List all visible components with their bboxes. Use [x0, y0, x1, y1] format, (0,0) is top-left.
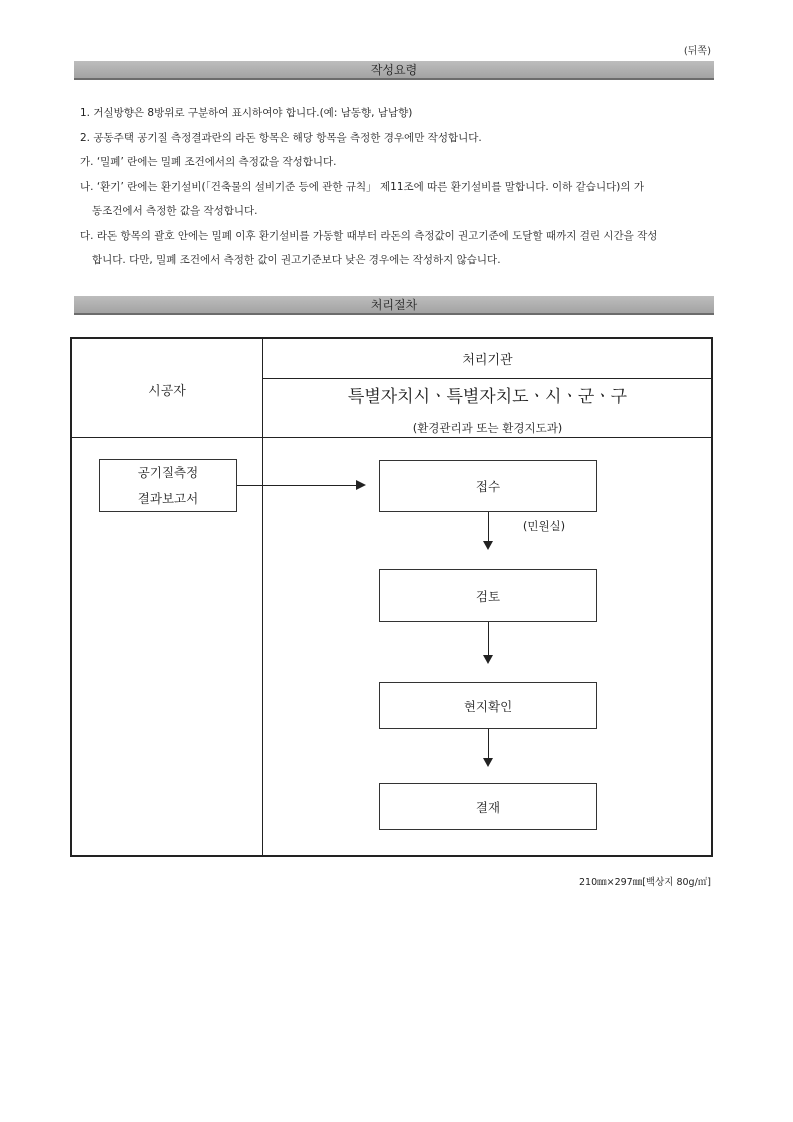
arrow-line-vertical	[488, 512, 489, 542]
instruction-item: 동조건에서 측정한 값을 작성합니다.	[92, 205, 258, 217]
step-box-approval	[379, 783, 597, 830]
instructions-list	[80, 101, 720, 273]
instruction-item: 가. ‘밀폐’ 란에는 밀폐 조건에서의 측정값을 작성합니다.	[80, 156, 337, 168]
section-title-procedure-text: 처리절차	[370, 298, 418, 312]
section-title-instructions	[74, 61, 714, 80]
contractor-header: 시공자	[148, 384, 186, 399]
agency-name: 특별자치시ㆍ특별자치도ㆍ시ㆍ군ㆍ구	[347, 387, 628, 407]
arrow-right-icon	[356, 480, 366, 490]
arrow-line-vertical	[488, 622, 489, 656]
instruction-item: 2. 공동주택 공기질 측정결과란의 라돈 항목은 해당 항목을 측정한 경우에만 작성합니다.	[80, 131, 482, 144]
arrow-line-vertical	[488, 729, 489, 759]
header-inner-divider	[263, 378, 712, 379]
step-label: 접수	[475, 479, 501, 494]
paper-spec-footer: 210㎜×297㎜[백상지 80g/㎡]	[578, 877, 711, 888]
step-box-site-check	[379, 682, 597, 729]
report-box-line1: 공기질측정	[137, 464, 199, 480]
page-side-label: (뒤쪽)	[683, 46, 711, 57]
step-note: (민원실)	[522, 519, 566, 533]
agency-header: 처리기관	[462, 353, 513, 368]
step-box-receipt	[379, 460, 597, 512]
arrow-down-icon	[483, 655, 493, 664]
instruction-item: 다. 라돈 항목의 괄호 안에는 밀폐 이후 환기설비를 가동할 때부터 라돈의 측정값이 권고기준에 도달할 때까지 걸린 시간을 작성	[80, 229, 658, 242]
report-box	[99, 459, 237, 512]
step-box-review	[379, 569, 597, 622]
instruction-item: 1. 거실방향은 8방위로 구분하여 표시하여야 합니다.(예: 남동향, 남남향)	[80, 107, 413, 119]
agency-department: (환경관리과 또는 환경지도과)	[412, 421, 563, 435]
header-bottom-divider	[71, 437, 712, 438]
step-label: 결재	[475, 799, 501, 815]
instruction-item: 나. ‘환기’ 란에는 환기설비(「건축물의 설비기준 등에 관한 규칙」 제11조에 따른 환기설비를 말합니다. 이하 같습니다)의 가	[80, 180, 644, 193]
instruction-item: 합니다. 다만, 밀폐 조건에서 측정한 값이 권고기준보다 낮은 경우에는 작성하지 않습니다.	[92, 254, 501, 266]
report-box-line2: 결과보고서	[137, 490, 199, 506]
table-column-divider	[262, 337, 263, 857]
step-label: 현지확인	[463, 698, 513, 714]
section-title-procedure	[74, 296, 714, 315]
section-title-instructions-text: 작성요령	[370, 63, 418, 77]
arrow-down-icon	[483, 541, 493, 550]
arrow-line-horizontal	[237, 485, 356, 486]
step-label: 검토	[475, 588, 501, 604]
arrow-down-icon	[483, 758, 493, 767]
